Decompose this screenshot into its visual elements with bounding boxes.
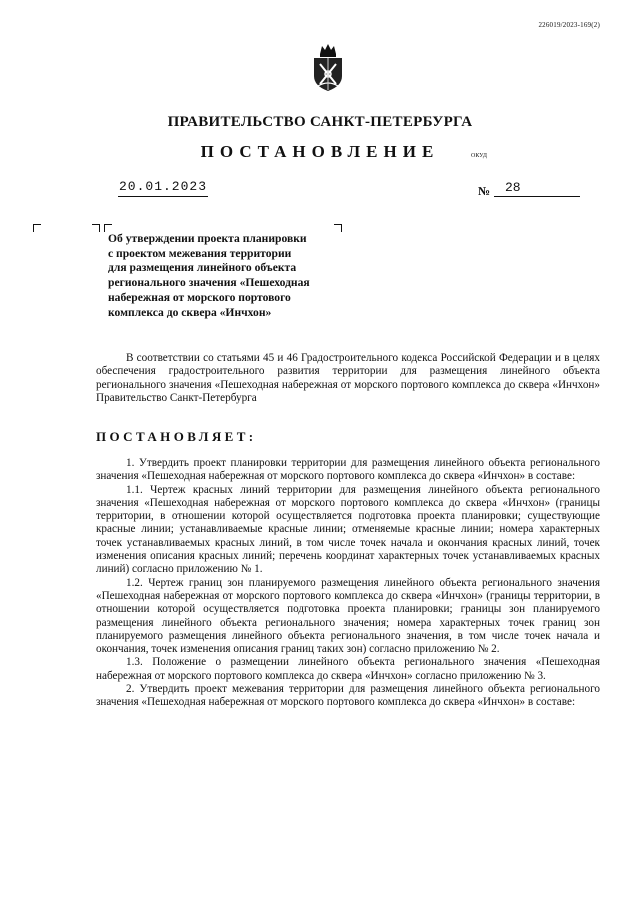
resolution-item: 2. Утвердить проект межевания территории для размещения линейного объекта регионального значения «Пешеходная набережная от морского портового комплекса до сквера «Инчхон» в составе: xyxy=(96,683,600,709)
government-title: ПРАВИТЕЛЬСТВО САНКТ-ПЕТЕРБУРГА xyxy=(167,114,473,130)
corner-mark-left xyxy=(33,224,41,232)
document-number: 28 xyxy=(505,180,521,195)
document-subject xyxy=(108,232,348,320)
resolution-item: 1. Утвердить проект планировки территории для размещения линейного объекта регионального значения «Пешеходная набережная от морского портового комплекса до сквера «Инчхон» в составе: xyxy=(96,457,600,483)
resolution-item: 1.1. Чертеж красных линий территории для размещения линейного объекта регионального значения «Пешеходная набережная от морского портового комплекса до сквера «Инчхон» (границы территории, в отношении которой осуществляется подготовка проекта планировки; существующие красные линии; устанавливаемые красные линии; отменяемые красные линии; номера характерных точек устанавливаемых красных линий, в том числе точек начала и окончания красных линий, точек изменения описания красных линий; перечень координат характерных точек устанавливаемых красных линий) согласно приложению № 1. xyxy=(96,483,600,576)
subject-corner-left xyxy=(104,224,112,232)
resolution-items xyxy=(96,457,600,710)
resolves-heading: ПОСТАНОВЛЯЕТ: xyxy=(96,429,257,444)
date-underline xyxy=(118,196,208,197)
subject-line: комплекса до сквера «Инчхон» xyxy=(108,305,272,319)
document-type-title: ПОСТАНОВЛЕНИЕ xyxy=(200,142,440,161)
preamble-paragraph: В соответствии со статьями 45 и 46 Градостроительного кодекса Российской Федерации и в целях обеспечения градостроительного развития территории для размещения линейного объекта регионального значения «Пешеходная набережная от морского портового комплекса до сквера «Инчхон» Правительство Санкт-Петербурга xyxy=(96,352,600,404)
subject-line: Об утверждении проекта планировки xyxy=(108,232,307,245)
resolution-item: 1.3. Положение о размещении линейного объекта регионального значения «Пешеходная набережная от морского портового комплекса до сквера «Инчхон» согласно приложению № 3. xyxy=(96,656,600,682)
document-date: 20.01.2023 xyxy=(118,179,207,194)
resolution-item: 1.2. Чертеж границ зон планируемого размещения линейного объекта регионального значения «Пешеходная набережная от морского портового комплекса до сквера «Инчхон» (границы территории, в отношении которой осуществляется подготовка проекта планировки; границы зон планируемого размещения линейного объекта регионального значения; номера характерных точек границ зон планируемого размещения линейного объекта регионального значения, в том числе точек начала и окончания, точек изменения описания границ таких зон) согласно приложению № 2. xyxy=(96,576,600,656)
corner-mark-middle-right xyxy=(92,224,100,232)
number-sign: № xyxy=(478,184,491,198)
number-underline xyxy=(494,196,580,197)
saint-petersburg-coat-of-arms-icon xyxy=(308,42,348,94)
subject-line: регионального значения «Пешеходная xyxy=(108,276,310,290)
subject-line: набережная от морского портового xyxy=(108,290,291,304)
preamble xyxy=(96,352,600,405)
subject-line: с проектом межевания территории xyxy=(108,246,292,260)
subject-corner-right xyxy=(334,224,342,232)
okud-label: ОКУД xyxy=(471,153,487,159)
document-code: 226019/2023-169(2) xyxy=(538,21,600,29)
subject-line: для размещения линейного объекта xyxy=(108,261,297,275)
